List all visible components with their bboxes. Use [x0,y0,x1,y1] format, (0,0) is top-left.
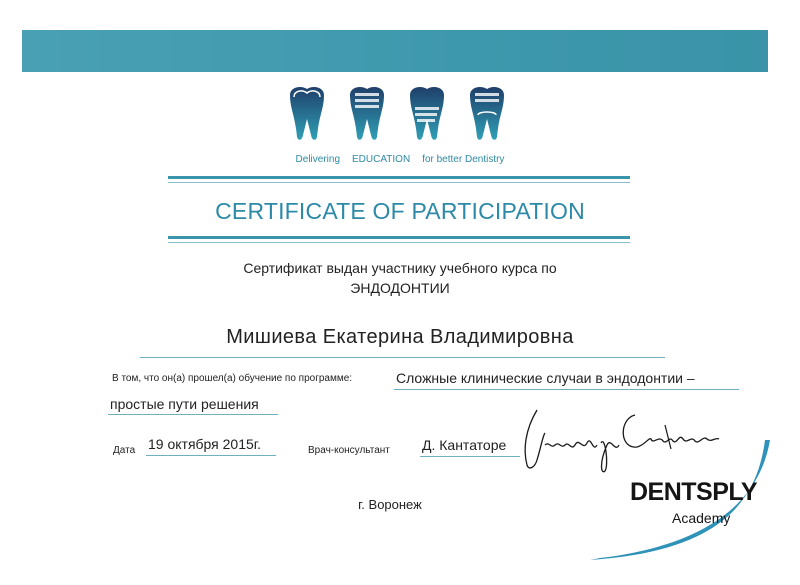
city: г. Воронеж [358,497,422,512]
tagline-part-2: EDUCATION [352,154,411,165]
course-subtitle [150,258,650,298]
consultant-underline [420,456,520,457]
subtitle-line-2: ЭНДОДОНТИИ [350,280,450,296]
date-underline [146,455,276,456]
recipient-name: Мишиева Екатерина Владимировна [226,326,574,348]
program-underline-2 [108,414,278,415]
program-underline-1 [394,389,739,390]
tagline-part-3: for better Dentistry [422,154,505,165]
brand-logo: DENTSPLY [630,478,758,506]
program-name-line-1: Сложные клинические случаи в эндодонтии – [396,370,695,386]
program-label: В том, что он(а) прошел(а) обучение по программе: [112,373,353,384]
certificate-title: CERTIFICATE OF PARTICIPATION [215,198,585,224]
title-top-rule-thin [168,182,630,183]
program-name-line-2: простые пути решения [110,396,259,412]
teeth-logo-icon [285,85,515,145]
title-bottom-rule-thin [168,242,630,243]
brand-academy: Academy [672,510,731,526]
top-color-band [22,30,768,72]
logo-tagline [255,154,545,165]
subtitle-line-1: Сертификат выдан участнику учебного курса по [243,260,557,276]
date-value: 19 октября 2015г. [148,436,262,452]
consultant-name: Д. Кантаторе [422,437,507,453]
date-label: Дата [113,445,136,456]
consultant-label: Врач-консультант [308,445,390,456]
recipient-underline [140,357,665,358]
title-top-rule [168,176,630,179]
title-bottom-rule [168,236,630,239]
tagline-part-1: Delivering [295,154,341,165]
